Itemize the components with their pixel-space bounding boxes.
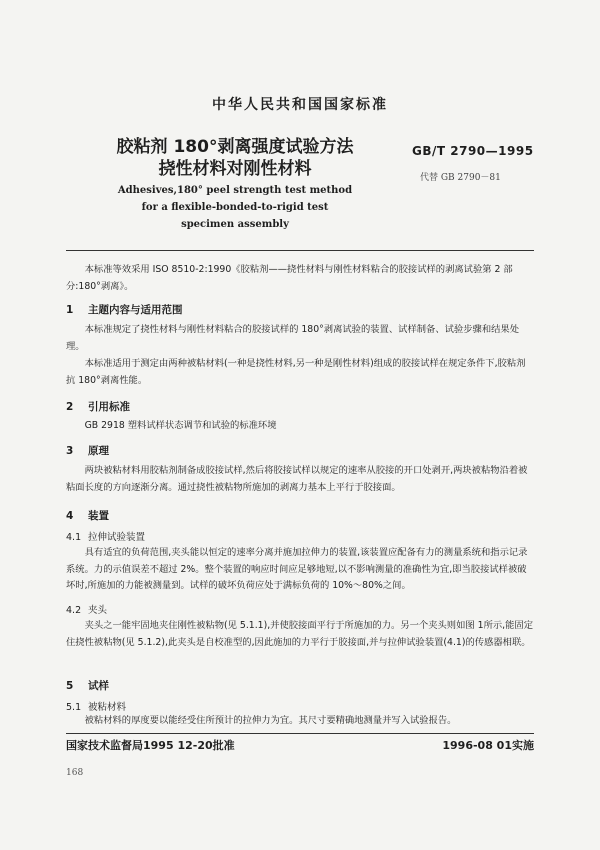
standard-number: GB/T 2790—1995 xyxy=(412,144,534,158)
section-5-number: 5 xyxy=(66,680,74,692)
supersedes-note: 代替 GB 2790－81 xyxy=(420,173,501,183)
title-en-line3: specimen assembly xyxy=(181,219,289,230)
national-standard-heading: 中华人民共和国国家标准 xyxy=(212,97,388,113)
page-number: 168 xyxy=(66,768,84,778)
section-2-heading xyxy=(66,399,130,414)
intro-paragraph: 本标准等效采用 ISO 8510-2:1990《胶粘剂——挠性材料与刚性材料粘合的胶接试样的剥离试验第 2 部分:180°剥离》。 xyxy=(66,264,513,292)
section-1-paragraph-1: 本标准规定了挠性材料与刚性材料粘合的胶接试样的 180°剥离试验的装置、试样制备、试验步骤和结果处理。 xyxy=(66,324,520,352)
section-4-2-title: 夹头 xyxy=(88,605,108,616)
title-cn-line1: 胶粘剂 180°剥离强度试验方法 xyxy=(116,137,354,157)
section-4-title: 装置 xyxy=(88,510,109,522)
section-3-number: 3 xyxy=(66,445,74,457)
title-en-line2: for a flexible-bonded-to-rigid test xyxy=(141,202,329,213)
section-1-number: 1 xyxy=(66,304,74,316)
title-cn-line2: 挠性材料对刚性材料 xyxy=(158,159,312,179)
section-3-paragraph: 两块被粘材料用胶粘剂制备成胶接试样,然后将胶接试样以规定的速率从胶接的开口处剥开,两块被粘物沿着被粘面长度的方向逐渐分离。通过挠性被粘物所施加的剥离力基本上平行于胶接面。 xyxy=(66,465,528,493)
section-3-title: 原理 xyxy=(88,445,109,457)
section-4-2-number: 4.2 xyxy=(66,605,82,616)
footer-divider xyxy=(66,733,534,734)
section-4-2-paragraph: 夹头之一能牢固地夹住刚性被粘物(见 5.1.1),并使胶接面平行于所施加的力。另一个夹头则如图 1所示,能固定住挠性被粘物(见 5.1.2),此夹头是自校准型的,因此施加的力平行于胶接面,并与拉伸试验装置(4.1)的传感器相联。 xyxy=(66,620,534,648)
section-4-heading xyxy=(66,508,109,523)
header-divider xyxy=(66,250,534,251)
section-2-title: 引用标准 xyxy=(88,401,130,413)
section-1-heading xyxy=(66,302,183,317)
implementation-date: 1996-08 01实施 xyxy=(442,739,534,752)
section-4-1-number: 4.1 xyxy=(66,532,82,543)
approval-date: 国家技术监督局1995 12-20批准 xyxy=(66,739,235,752)
section-4-2-heading xyxy=(66,602,107,616)
section-5-1-number: 5.1 xyxy=(66,702,82,713)
title-en-line1: Adhesives,180° peel strength test method xyxy=(117,185,353,196)
section-4-1-paragraph: 具有适宜的负荷范围,夹头能以恒定的速率分离并施加拉伸力的装置,该装置应配备有力的测量系统和指示记录系统。力的示值误差不超过 2%。整个装置的响应时间应足够地短,以不影响测量的准确性为宜,即当胶接试样被破坏时,所施加的力能被测量到。试样的破坏负荷应处于满标负荷的 10%～80%之间。 xyxy=(66,547,528,591)
section-1-title: 主题内容与适用范围 xyxy=(88,304,183,316)
section-1-paragraph-2: 本标准适用于测定由两种被粘材料(一种是挠性材料,另一种是刚性材料)组成的胶接试样在规定条件下,胶粘剂抗 180°剥离性能。 xyxy=(66,358,526,386)
section-5-1-paragraph: 被粘材料的厚度要以能经受住所预计的拉伸力为宜。其尺寸要精确地测量并写入试验报告。 xyxy=(84,715,457,726)
section-5-1-title: 被粘材料 xyxy=(88,702,127,713)
section-5-1-heading xyxy=(66,699,126,713)
section-4-1-heading xyxy=(66,529,145,543)
section-5-title: 试样 xyxy=(88,680,109,692)
section-3-heading xyxy=(66,443,109,458)
section-4-number: 4 xyxy=(66,510,74,522)
section-4-1-title: 拉伸试验装置 xyxy=(88,532,146,543)
section-2-number: 2 xyxy=(66,401,74,413)
section-5-heading xyxy=(66,678,109,693)
reference-standard: GB 2918 塑料试样状态调节和试验的标准环境 xyxy=(84,420,277,431)
